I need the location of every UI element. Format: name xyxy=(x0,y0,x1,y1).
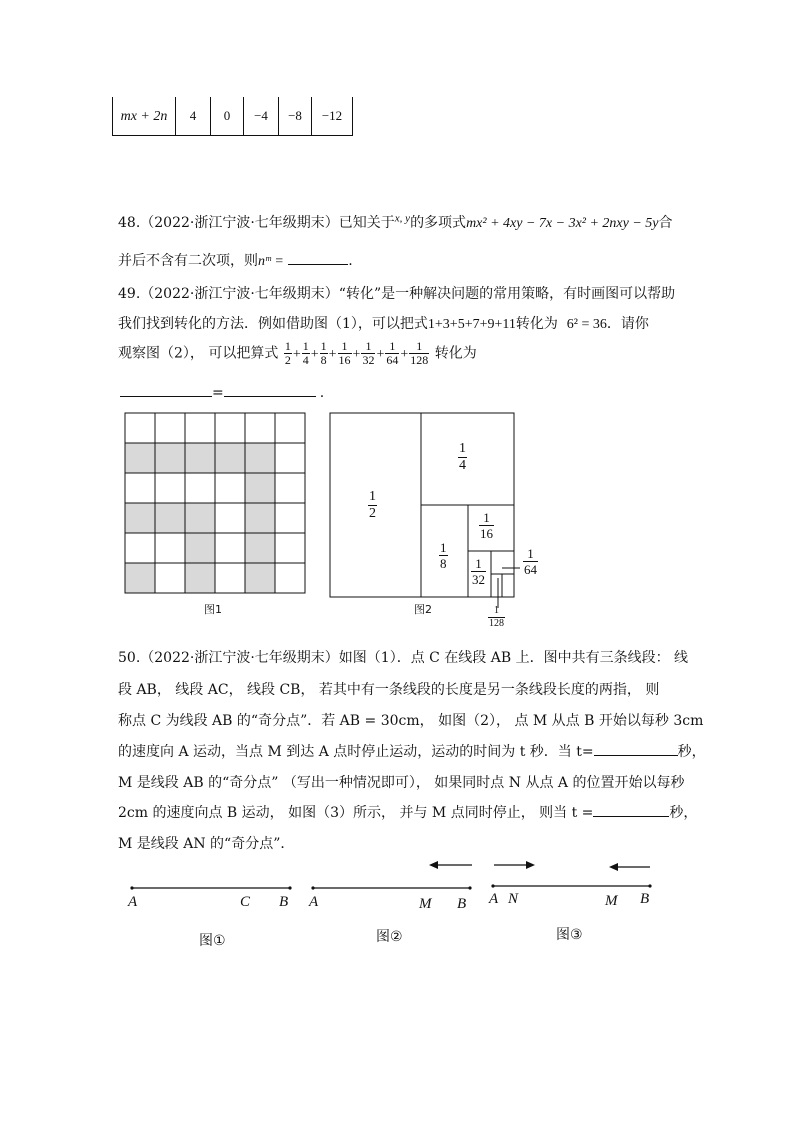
plus-sign: + xyxy=(310,346,319,362)
grid-cell xyxy=(215,503,245,533)
point-label-A: A xyxy=(309,894,319,910)
figure-1-caption: 图1 xyxy=(204,603,222,616)
plus-sign: + xyxy=(328,346,337,362)
grid-cell xyxy=(155,533,185,563)
fraction-term: $\frac{1}{4}$ xyxy=(302,339,309,367)
grid-cell xyxy=(275,413,305,443)
q49-result: 6² = 36 xyxy=(566,317,607,332)
q48-vars: x, y xyxy=(394,212,411,225)
table-cell: −4 xyxy=(244,97,279,136)
segment-figure-1-caption: 图① xyxy=(199,933,226,949)
fraction-term: $\frac{1}{8}$ xyxy=(320,339,327,367)
grid-cell xyxy=(185,473,215,503)
grid-cell xyxy=(125,413,155,443)
q49-sum: 1+3+5+7+9+11 xyxy=(427,317,516,332)
q48-line2 xyxy=(118,250,353,270)
label-eighth: $\frac{1}{8}$ xyxy=(440,540,447,571)
segment-figure-3-caption: 图③ xyxy=(556,927,583,943)
table-cell: 0 xyxy=(211,97,244,136)
point-label-B: B xyxy=(640,891,650,907)
grid-cell xyxy=(125,473,155,503)
grid-cell xyxy=(275,443,305,473)
plus-sign: + xyxy=(400,346,409,362)
label-sixtyfourth: $\frac{1}{64}$ xyxy=(524,546,537,577)
q48-line1 xyxy=(118,212,673,232)
q49-line4 xyxy=(120,384,324,401)
grid-cell xyxy=(245,473,275,503)
point-label-C: C xyxy=(240,894,251,910)
label-onetwentyeighth: $\frac{1}{128}$ xyxy=(489,605,504,629)
answer-blank[interactable] xyxy=(224,384,316,397)
point-label-N: N xyxy=(508,891,519,907)
grid-cell xyxy=(215,473,245,503)
fraction-term: $\frac{1}{32}$ xyxy=(362,339,375,367)
figure-2-caption: 图2 xyxy=(414,603,432,616)
table-row xyxy=(113,97,353,136)
q50-line4 xyxy=(118,741,706,761)
grid-cell xyxy=(245,503,275,533)
point-label-M: M xyxy=(419,896,432,912)
label-quarter: $\frac{1}{4}$ xyxy=(459,441,466,473)
q49-text: 转化为 xyxy=(434,345,477,362)
fraction-term: $\frac{1}{2}$ xyxy=(284,339,291,367)
grid-cell xyxy=(215,443,245,473)
table-cell: −8 xyxy=(279,97,312,136)
label-sixteenth: $\frac{1}{16}$ xyxy=(480,510,493,541)
grid-cell xyxy=(125,563,155,593)
table-cell: 4 xyxy=(176,97,211,136)
q50-line5: M 是线段 AB 的“奇分点” （写出一种情况即可）， 如果同时点 N 从点 A 的位置开始以每秒 xyxy=(118,775,685,791)
grid-cell xyxy=(155,473,185,503)
q48-poly: mx² + 4xy − 7x − 3x² + 2nxy − 5y xyxy=(466,216,659,231)
grid-cell xyxy=(245,443,275,473)
grid-cell xyxy=(185,533,215,563)
q49-text: 转化为 xyxy=(515,316,558,332)
q48-text: 合 xyxy=(658,215,673,231)
table-cell: −12 xyxy=(312,97,353,136)
grid-cell xyxy=(275,503,305,533)
q49-text: 我们找到转化的方法．例如借助图（1），可以把式 xyxy=(118,316,428,332)
point-label-M: M xyxy=(605,893,618,909)
grid-cell xyxy=(155,413,185,443)
q49-eq: = xyxy=(212,385,224,401)
grid-cell xyxy=(215,413,245,443)
grid-cell xyxy=(185,413,215,443)
q49-text: 观察图（2）， 可以把算式 xyxy=(118,345,279,362)
fraction-term: $\frac{1}{64}$ xyxy=(386,339,399,367)
q50-text: 秒， xyxy=(669,805,698,821)
segment-figure-2-caption: 图② xyxy=(376,929,403,945)
grid-cell xyxy=(125,533,155,563)
segment-figures xyxy=(120,855,680,900)
grid-cell xyxy=(245,413,275,443)
fraction-term: $\frac{1}{128}$ xyxy=(410,339,429,367)
q48-text: 的多项式 xyxy=(410,215,467,231)
q49-line3 xyxy=(118,340,477,367)
q50-line6 xyxy=(118,802,697,822)
grid-cell xyxy=(185,563,215,593)
plus-sign: + xyxy=(292,346,301,362)
q49-end: . xyxy=(319,385,325,401)
q49-text: ．请你 xyxy=(606,316,649,332)
point-label-A: A xyxy=(489,891,499,907)
label-thirtysecond: $\frac{1}{32}$ xyxy=(472,556,485,587)
grid-cell xyxy=(185,503,215,533)
point-label-B: B xyxy=(279,894,289,910)
q50-line1: 50.（2022·浙江宁波·七年级期末）如图（1）．点 C 在线段 AB 上．图中共有三条线段： 线 xyxy=(118,650,689,666)
grid-cell xyxy=(125,503,155,533)
q50-text: 2cm 的速度向点 B 运动， 如图（3）所示， 并与 M 点同时停止， 则当 t = xyxy=(118,805,594,821)
grid-cell xyxy=(275,533,305,563)
q48-text: 并后不含有二次项，则 xyxy=(118,253,258,269)
plus-sign: + xyxy=(352,346,361,362)
plus-sign: + xyxy=(376,346,385,362)
grid-cell xyxy=(155,503,185,533)
grid-cell xyxy=(245,533,275,563)
table-row-header: mx + 2n xyxy=(113,97,176,136)
fraction-sum xyxy=(283,339,430,367)
q49-line1: 49.（2022·浙江宁波·七年级期末）“转化”是一种解决问题的常用策略，有时画图可以帮助 xyxy=(118,286,676,302)
q50-text: 的速度向 A 运动，当点 M 到达 A 点时停止运动，运动的时间为 t 秒．当 t= xyxy=(118,744,594,760)
q50-line2: 段 AB， 线段 AC， 线段 CB， 若其中有一条线段的长度是另一条线段长度的两指， 则 xyxy=(118,682,660,698)
q50-line3: 称点 C 为线段 AB 的“奇分点”．若 AB = 30cm， 如图（2）， 点 M 从点 B 开始以每秒 3cm xyxy=(118,713,704,729)
q50-text: 秒， xyxy=(677,744,706,760)
point-label-B: B xyxy=(457,896,467,912)
grid-cell xyxy=(275,563,305,593)
grid-cell xyxy=(215,533,245,563)
answer-blank[interactable] xyxy=(594,743,678,756)
q50-line7: M 是线段 AN 的“奇分点”． xyxy=(118,836,295,852)
answer-blank[interactable] xyxy=(120,384,212,397)
grid-cell xyxy=(185,443,215,473)
grid-cell xyxy=(275,473,305,503)
grid-cell xyxy=(155,563,185,593)
q48-text: . xyxy=(348,253,353,269)
answer-blank[interactable] xyxy=(593,804,669,817)
figure-1-grid xyxy=(124,412,306,598)
fraction-term: $\frac{1}{16}$ xyxy=(338,339,351,367)
q49-line2 xyxy=(118,313,649,333)
grid-cell xyxy=(215,563,245,593)
answer-blank[interactable] xyxy=(288,252,348,265)
grid-cell xyxy=(245,563,275,593)
value-table xyxy=(112,97,353,136)
grid-cell xyxy=(125,443,155,473)
label-half: $\frac{1}{2}$ xyxy=(369,489,376,521)
grid-cell xyxy=(155,443,185,473)
point-label-A: A xyxy=(128,894,138,910)
q48-text: 48.（2022·浙江宁波·七年级期末）已知关于 xyxy=(118,215,395,231)
q48-expr: nᵐ = xyxy=(258,254,284,269)
